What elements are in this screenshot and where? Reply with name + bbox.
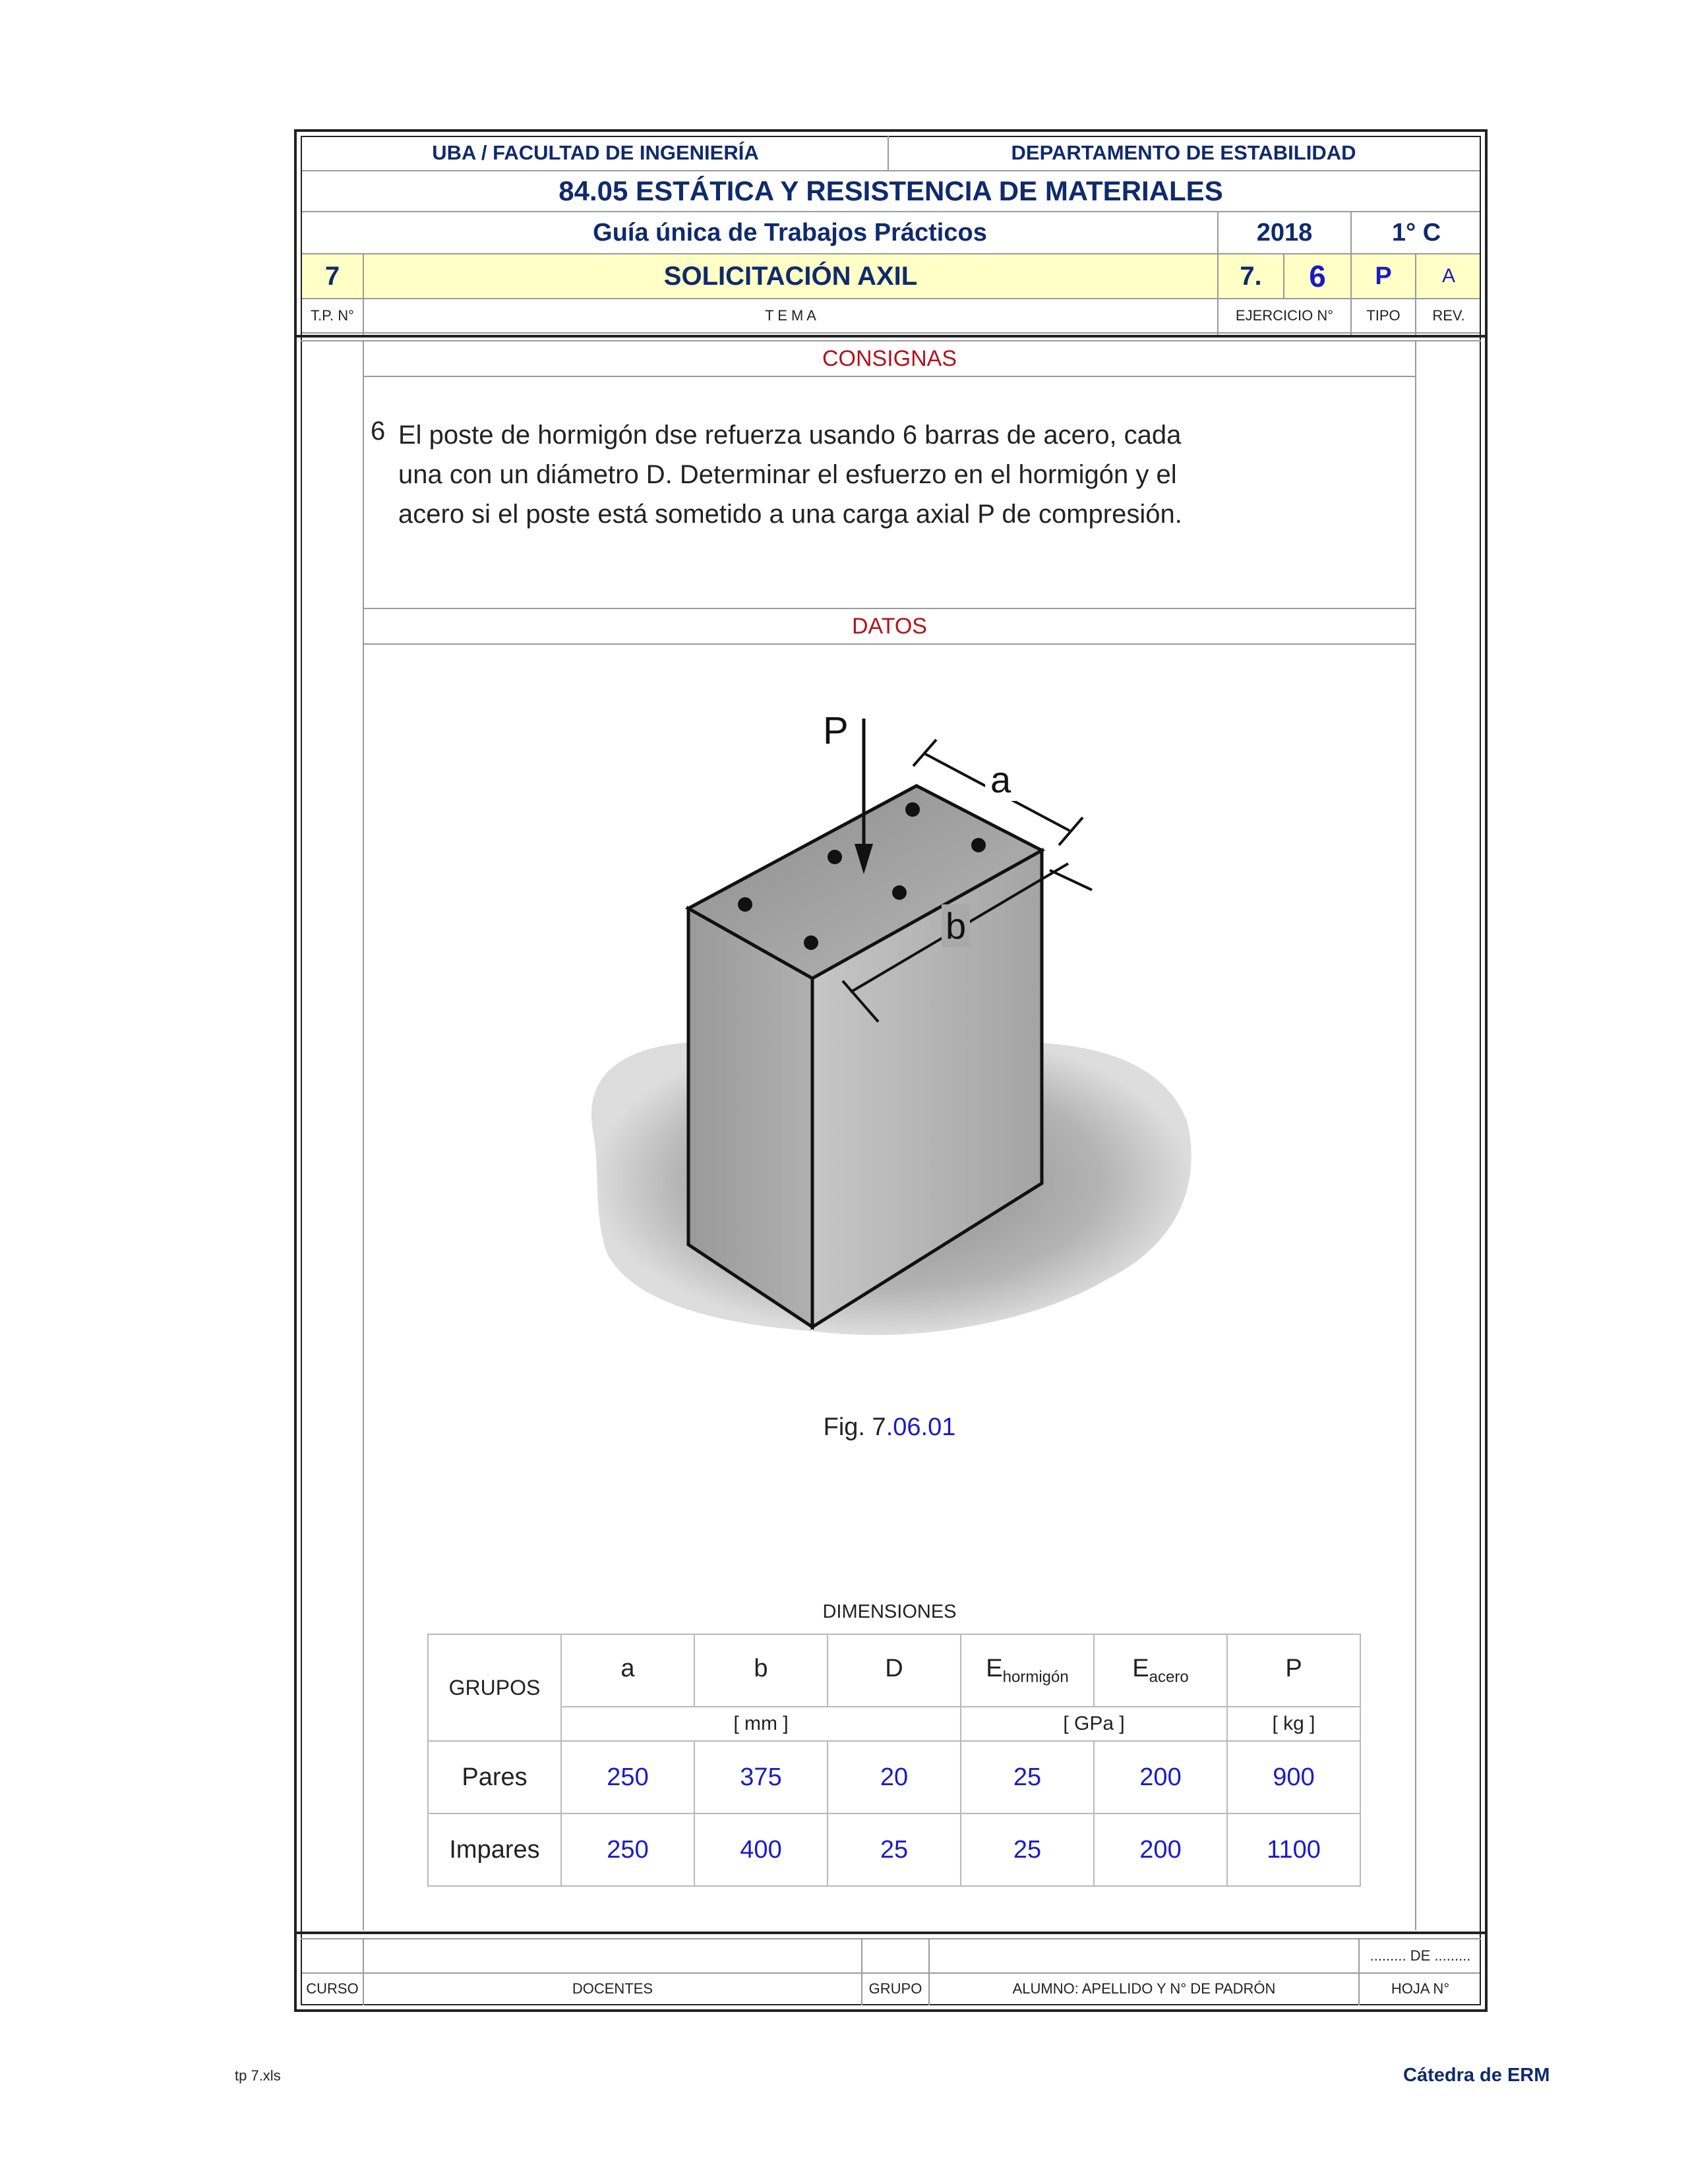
tp-label: T.P. N° — [311, 307, 354, 324]
type-label: TIPO — [1366, 307, 1401, 324]
steel-bar — [971, 838, 986, 852]
caption-prefix: Fig. 7 — [823, 1413, 886, 1441]
exercise-type: P — [1375, 262, 1392, 290]
statement-line-1: El poste de hormigón dse refuerza usando 6 barras de acero, cada — [398, 421, 1182, 450]
file-name: tp 7.xls — [235, 2067, 281, 2084]
load-label: P — [823, 709, 849, 752]
col-header-b: b — [694, 1634, 828, 1707]
page-of-field: ......... DE ......... — [1370, 1947, 1471, 1964]
chair-name: Cátedra de ERM — [1403, 2065, 1550, 2086]
topic-label: T E M A — [765, 307, 816, 324]
dimension-b-label: b — [942, 904, 970, 947]
value-cell: 250 — [561, 1814, 694, 1886]
caption-number: .06.01 — [886, 1413, 956, 1441]
value-cell: 200 — [1094, 1741, 1227, 1814]
course-title: 84.05 ESTÁTICA Y RESISTENCIA DE MATERIALES — [558, 175, 1223, 206]
group-name: Pares — [428, 1741, 561, 1814]
figure-caption — [364, 1411, 1415, 1444]
group-name: Impares — [428, 1814, 561, 1886]
col-header-a: a — [561, 1634, 694, 1707]
revision: A — [1441, 265, 1455, 287]
steel-bar — [804, 935, 818, 950]
topic-title: SOLICITACIÓN AXIL — [663, 261, 918, 291]
value-cell: 20 — [828, 1741, 961, 1814]
table-row — [428, 1741, 1360, 1814]
value-cell: 25 — [828, 1814, 961, 1886]
department-name: DEPARTAMENTO DE ESTABILIDAD — [1011, 141, 1356, 164]
value-cell: 200 — [1094, 1814, 1227, 1886]
table-row — [428, 1814, 1360, 1886]
table-title: DIMENSIONES — [822, 1601, 957, 1622]
consignas-heading: CONSIGNAS — [822, 345, 957, 371]
value-cell: 900 — [1227, 1741, 1360, 1814]
steel-bar — [892, 885, 907, 900]
value-cell: 400 — [694, 1814, 828, 1886]
value-cell: 375 — [694, 1741, 828, 1814]
exercise-label: EJERCICIO N° — [1235, 307, 1334, 324]
units-length: [ mm ] — [561, 1707, 961, 1741]
grupo-label: GRUPO — [868, 1980, 922, 1997]
docentes-label: DOCENTES — [572, 1980, 653, 1997]
value-cell: 1100 — [1227, 1814, 1360, 1886]
revision-label: REV. — [1432, 307, 1465, 324]
statement-text — [398, 415, 1182, 534]
steel-bar — [738, 897, 752, 912]
exercise-prefix: 7. — [1240, 261, 1262, 291]
guide-title: Guía única de Trabajos Prácticos — [593, 218, 987, 247]
steel-bar — [905, 802, 920, 817]
term: 1° C — [1391, 218, 1441, 247]
steel-bar — [828, 850, 842, 864]
units-load: [ kg ] — [1227, 1707, 1360, 1741]
post-illustration — [580, 672, 1213, 1398]
units-modulus: [ GPa ] — [961, 1707, 1227, 1741]
exercise-number: 6 — [1309, 259, 1326, 293]
tp-number: 7 — [324, 261, 340, 291]
value-cell: 25 — [961, 1814, 1094, 1886]
statement-line-2: una con un diámetro D. Determinar el esfuerzo en el hormigón y el — [398, 460, 1177, 489]
alumno-label: ALUMNO: APELLIDO Y N° DE PADRÓN — [1012, 1980, 1276, 1997]
university-name: UBA / FACULTAD DE INGENIERÍA — [432, 141, 759, 164]
groups-header: GRUPOS — [428, 1634, 561, 1741]
hoja-label: HOJA N° — [1391, 1980, 1450, 1997]
col-header-e-concrete: $E_{hormigón}$ — [961, 1634, 1094, 1707]
col-header-d: D — [828, 1634, 961, 1707]
statement-number: 6 — [371, 417, 386, 446]
dimension-a-label: a — [985, 758, 1016, 801]
col-header-e-steel: $E_{acero}$ — [1094, 1634, 1227, 1707]
statement-line-3: acero si el poste está sometido a una carga axial P de compresión. — [398, 500, 1182, 529]
figure-concrete-post — [580, 672, 1213, 1398]
col-header-p: P — [1227, 1634, 1360, 1707]
year: 2018 — [1256, 218, 1313, 247]
datos-heading: DATOS — [852, 613, 927, 639]
dimensions-table — [427, 1634, 1361, 1887]
curso-label: CURSO — [306, 1980, 359, 1997]
value-cell: 25 — [961, 1741, 1094, 1814]
value-cell: 250 — [561, 1741, 694, 1814]
